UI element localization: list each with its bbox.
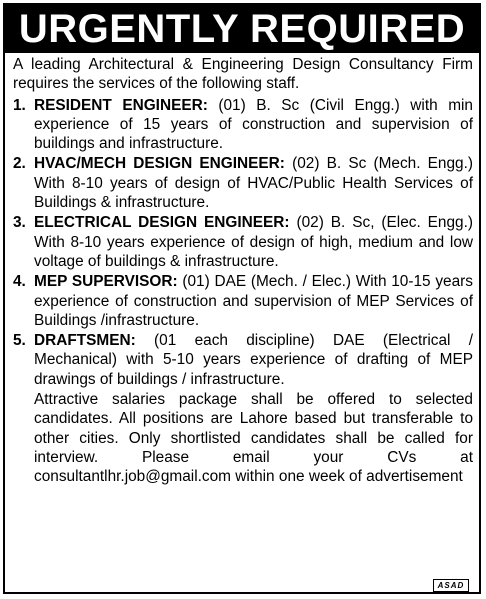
position-item-mep-supervisor [13,272,473,330]
job-advertisement [3,3,481,594]
position-title: ELECTRICAL DESIGN ENGINEER: [34,214,290,232]
ad-body [13,55,473,487]
intro-paragraph: A leading Architectural & Engineering Design Consultancy Firm requires the services of the following staff. [13,56,473,93]
position-title: RESIDENT ENGINEER: [34,96,208,114]
position-description: (01 each discipline) DAE (Electrical / Mechanical) with 5-10 years experience of drafting of MEP drawings of buildings / infrastructure. [34,332,473,388]
position-title: HVAC/MECH DESIGN ENGINEER: [34,155,285,173]
position-description: (01) B. Sc (Civil Engg.) with min experience of 15 years of construction and supervision of buildings and infrastructure. [34,96,473,153]
position-description: (01) DAE (Mech. / Elec.) With 10-15 years experience of construction and supervision of MEP Services of Buildings /infrastructure. [34,273,473,329]
closing-paragraph: Attractive salaries package shall be offered to selected candidates. All positions are Lahore based but transferable to other cities. Only shortlisted candidates shall be called for interview. Please email your CVs at consultantlhr.job@gmail.com within one week of advertisement [34,391,473,486]
position-item-electrical-design-engineer [13,213,473,271]
position-description: (02) B. Sc (Mech. Engg.) With 8-10 years of design of HVAC/Public Health Services of Buildings & infrastructure. [34,155,474,212]
position-number: 1. [13,96,26,114]
position-description: (02) B. Sc, (Elec. Engg.) With 8-10 years experience of design of high, medium and low voltage of buildings & infrastructure. [34,214,473,270]
position-title: DRAFTSMEN: [34,332,136,350]
position-item-resident-engineer [13,96,473,154]
position-number: 3. [13,214,26,232]
position-number: 2. [13,155,26,173]
position-number: 4. [13,273,26,291]
designer-signature: ASAD [433,579,469,592]
position-item-draftsmen [13,331,473,389]
position-item-hvac-mech-design-engineer [13,154,473,212]
ad-headline: URGENTLY REQUIRED [5,5,479,53]
position-title: MEP SUPERVISOR: [34,273,178,291]
position-number: 5. [13,332,26,350]
